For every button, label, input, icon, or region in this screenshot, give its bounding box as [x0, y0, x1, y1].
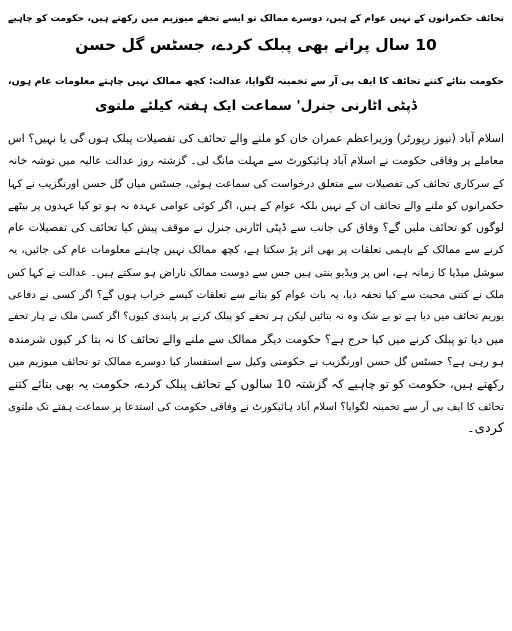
body-line: کرنے سے ممالک کے باہمی تعلقات پر بھی اثر پڑ سکتا ہے، کچھ ممالک نہیں چاہتے معلومات عام کی جائیں، یہ: [8, 243, 504, 257]
headline-line: 10 سال پرانے بھی پبلک کردے، جسٹس گل حسن: [75, 36, 437, 54]
body-line: تحائف کا ایف بی آر سے تخمینہ لگوایا؟ اسلام آباد ہائیکورٹ نے وفاقی حکومت کی استدعا پر سماعت ہفتے تک ملتوی: [8, 400, 504, 413]
body-line: میں دیا تو پبلک کرنے میں کیا حرج ہے؟ حکومت دیگر ممالک سے ملنے والے تحائف کا نہ بتا کر کیوں شرمندہ: [8, 332, 504, 346]
body-line: معاملے پر وفاقی حکومت نے اسلام آباد ہائیکورٹ سے مہلت مانگ لی۔ گزشتہ روز عدالت عالیہ میں توشہ خانہ: [8, 154, 504, 168]
body-line: کے سرکاری تحائف کی تفصیلات سے متعلق درخواست کی سماعت ہوئی، جسٹس میاں گل حسن اورنگزیب نے کہا: [8, 177, 504, 190]
body-line: رکھتے ہیں، حکومت کو تو چاہیے کہ گزشتہ 10 سالوں کے تحائف پبلک کردے، حکومت یہ بھی بتائے کتنے: [8, 377, 504, 392]
body-line: لوگوں کو تحائف ملیں گے؟ وفاق کی جانب سے ڈپٹی اٹارنی جنرل نے موقف پیش کیا تحائف کی تفصیلات عام: [8, 221, 504, 235]
headline: [8, 6, 504, 58]
body-line: یوریم تحائف میں دیا ہے تو بے شک وہ نہ بتائیں لیکن ہر تحفے کو پبلک کرنے پر پابندی کیوں؟ اگر کسی ملک نے ہار تحفے: [8, 311, 504, 323]
body-line: سوشل میڈیا کا زمانہ ہے، اس پر ویڈیو بنتی ہیں جس سے دوست ممالک ناراض ہو سکتے ہیں۔ عدالت نے کہا کس: [7, 266, 504, 279]
headline-line: تحائف حکمرانوں کے نہیں عوام کے ہیں، دوسرے ممالک تو ایسے تحفے میوزیم میں رکھتے ہیں، حکومت کو چاہیے: [8, 13, 504, 24]
body-line: ملک نے کتنی محبت سے کیا تحفہ دیا، یہ بات عوام کو بتانے سے تعلقات کیسے خراب ہوں گے؟ اگر کسی نے دفاعی: [8, 289, 504, 302]
subheadline: [8, 70, 504, 118]
body-line: اسلام آباد (نیوز رپورٹر) وزیراعظم عمران خان کو ملنے والے تحائف کی تفصیلات پبلک ہوں گی یا نہیں؟ اس: [7, 132, 504, 145]
body-line: حکمرانوں کو ملنے والے تحائف ان کے نہیں بلکہ عوام کے ہیں، اگر کوئی عوامی عہدہ نہ ہو تو کیا عہدوں پر بیٹھے: [8, 199, 504, 212]
body-line: ہو رہی ہے؟ جسٹس گل حسن اورنگزیب نے حکومتی وکیل سے استفسار کیا دوسرے ممالک تو تحائف میوزیم میں: [8, 355, 504, 368]
body-line: کردی۔: [467, 420, 504, 436]
article-body: [8, 128, 504, 440]
subheadline-line: حکومت بتائے کتنے تحائف کا ایف بی آر سے تخمینہ لگوایا، عدالت: کچھ ممالک نہیں چاہتے معلومات عام ہوں،: [8, 76, 504, 87]
subheadline-line: ڈپٹی اٹارنی جنرل' سماعت ایک ہفتہ کیلئے ملتوی: [95, 98, 417, 114]
